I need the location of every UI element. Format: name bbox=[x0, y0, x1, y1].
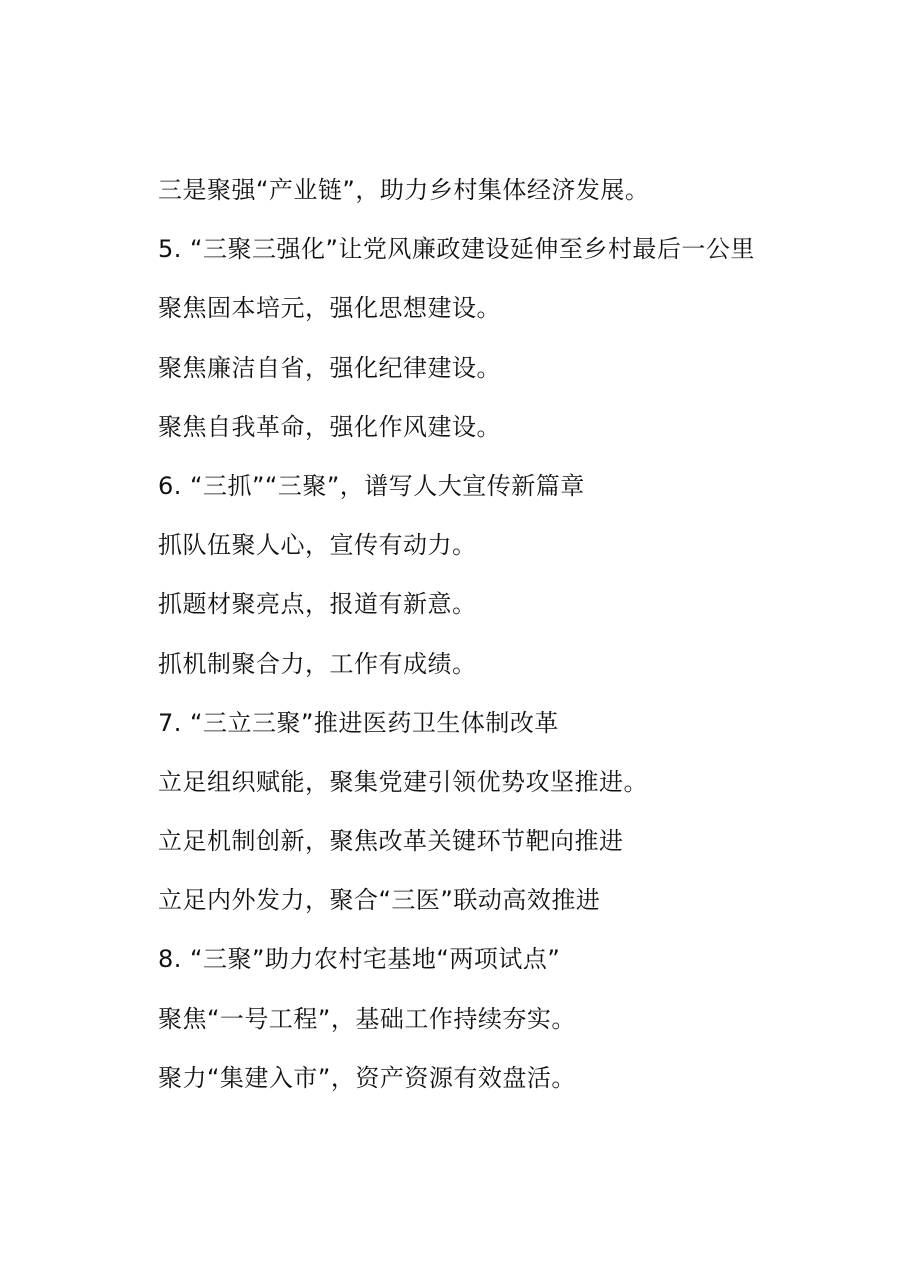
text-line: 聚力“集建入市”，资产资源有效盘活。 bbox=[158, 1063, 576, 1092]
text-line: 抓队伍聚人心，宣传有动力。 bbox=[158, 531, 477, 560]
text-line: 抓机制聚合力，工作有成绩。 bbox=[158, 649, 477, 678]
text-line: 聚焦“一号工程”，基础工作持续夯实。 bbox=[158, 1004, 576, 1033]
text-line: 聚焦自我革命，强化作风建设。 bbox=[158, 412, 501, 441]
section-heading: 6. “三抓”“三聚”，谱写人大宣传新篇章 bbox=[158, 471, 585, 500]
text-line: 立足内外发力，聚合“三医”联动高效推进 bbox=[158, 886, 601, 915]
section-heading: 8. “三聚”助力农村宅基地“两项试点” bbox=[158, 945, 561, 974]
text-line: 聚焦廉洁自省，强化纪律建设。 bbox=[158, 353, 501, 382]
text-line: 抓题材聚亮点，报道有新意。 bbox=[158, 590, 477, 619]
document-body bbox=[158, 161, 858, 1108]
text-line: 立足机制创新，聚焦改革关键环节靶向推进 bbox=[158, 827, 624, 856]
text-line: 立足组织赋能，聚集党建引领优势攻坚推进。 bbox=[158, 767, 648, 796]
section-heading: 7. “三立三聚”推进医药卫生体制改革 bbox=[158, 708, 559, 737]
text-line: 聚焦固本培元，强化思想建设。 bbox=[158, 294, 501, 323]
section-heading: 5. “三聚三强化”让党风廉政建设延伸至乡村最后一公里 bbox=[158, 235, 755, 264]
text-line: 三是聚强“产业链”，助力乡村集体经济发展。 bbox=[158, 176, 650, 204]
